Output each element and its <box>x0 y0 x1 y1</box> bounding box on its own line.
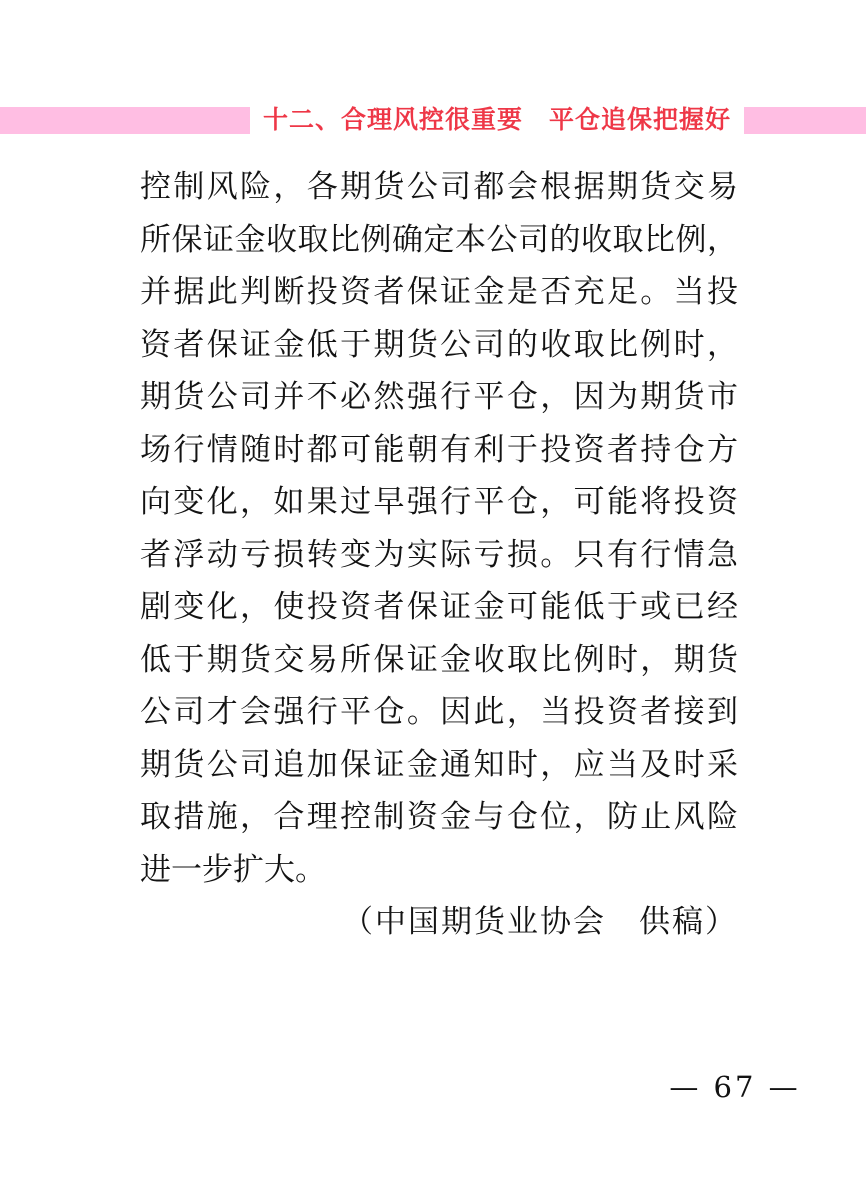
body-line: 取措施，合理控制资金与仓位，防止风险 <box>140 799 738 835</box>
page-number: — 67 — <box>669 1070 801 1104</box>
body-line: 公司才会强行平仓。因此，当投资者接到 <box>140 694 738 730</box>
body-line: 资者保证金低于期货公司的收取比例时， <box>140 326 738 363</box>
body-line: 期货公司追加保证金通知时，应当及时采 <box>140 746 738 783</box>
body-line: 控制风险，各期货公司都会根据期货交易 <box>140 169 738 205</box>
header-band-right <box>744 107 866 134</box>
header-band-left <box>0 107 250 134</box>
body-line: 场行情随时都可能朝有利于投资者持仓方 <box>140 431 738 468</box>
body-line: 期货公司并不必然强行平仓，因为期货市 <box>140 379 738 415</box>
body-text <box>140 161 738 949</box>
body-line: 低于期货交易所保证金收取比例时，期货 <box>140 641 738 678</box>
attribution-line: （中国期货业协会 供稿） <box>342 904 738 940</box>
body-line: 向变化，如果过早强行平仓，可能将投资 <box>140 484 738 520</box>
body-line: 进一步扩大。 <box>140 851 326 888</box>
body-line: 并据此判断投资者保证金是否充足。当投 <box>140 274 738 310</box>
body-line: 者浮动亏损转变为实际亏损。只有行情急 <box>140 536 738 573</box>
chapter-header <box>0 107 866 134</box>
body-line: 所保证金收取比例确定本公司的收取比例， <box>140 221 738 258</box>
body-line: 剧变化，使投资者保证金可能低于或已经 <box>140 589 738 625</box>
chapter-title: 十二、合理风控很重要 平仓追保把握好 <box>263 106 732 134</box>
